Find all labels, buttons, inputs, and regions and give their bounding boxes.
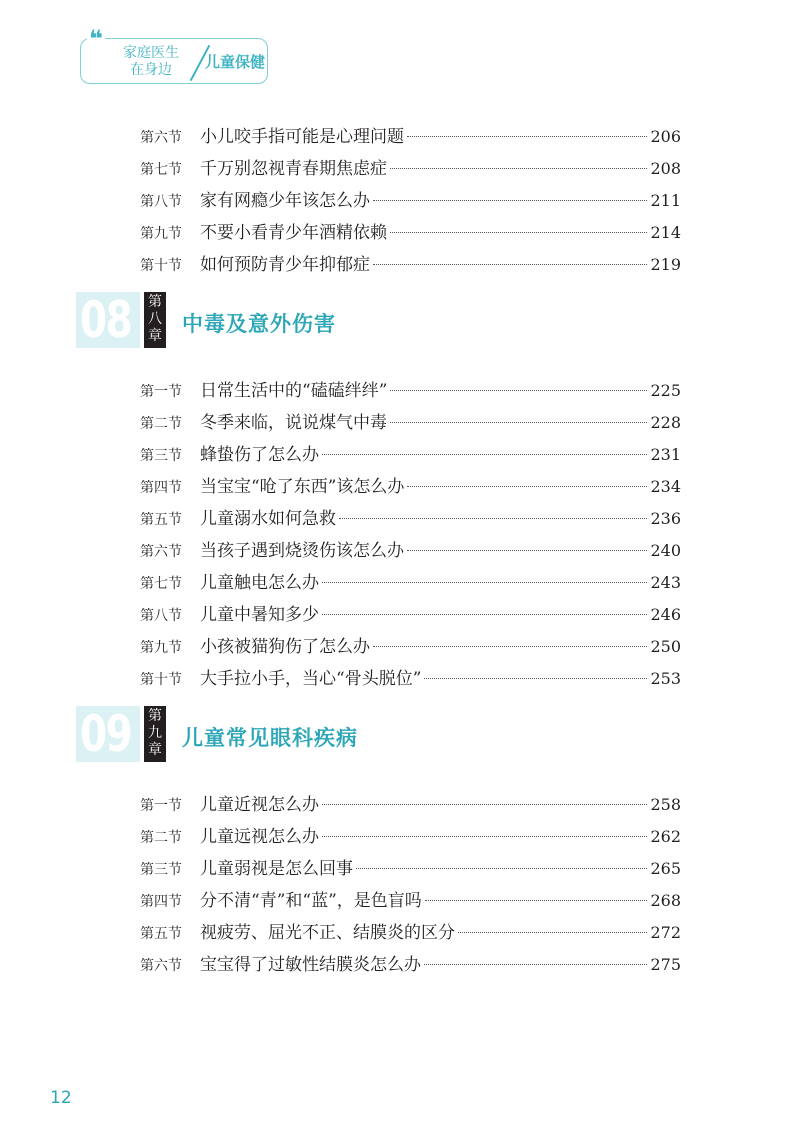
dot-leader <box>390 390 647 391</box>
section-title: 小孩被猫狗伤了怎么办 <box>200 637 370 657</box>
page-ref: 234 <box>650 477 681 496</box>
toc-entry[interactable] <box>140 190 681 212</box>
toc-entry[interactable] <box>140 158 681 180</box>
section-label: 第三节 <box>140 448 182 464</box>
section-title: 儿童弱视是怎么回事 <box>200 859 353 879</box>
page-ref: 275 <box>650 955 681 974</box>
page-ref: 253 <box>650 669 681 688</box>
section-label: 第七节 <box>140 576 182 592</box>
section-label: 第六节 <box>140 958 182 974</box>
dot-leader <box>407 486 647 487</box>
chapter-number-block <box>76 292 140 348</box>
chapter-label-box <box>144 706 166 762</box>
toc-entry[interactable] <box>140 380 681 402</box>
series-name-line2: 在身边 <box>130 62 172 78</box>
section-title: 儿童中暑知多少 <box>200 605 319 625</box>
toc-entry[interactable] <box>140 126 681 148</box>
section-title: 宝宝得了过敏性结膜炎怎么办 <box>200 955 421 975</box>
chapter-number-block <box>76 706 140 762</box>
series-name-line1: 家庭医生 <box>123 45 179 61</box>
page-ref: 208 <box>650 159 681 178</box>
book-name: 儿童保健 <box>205 53 266 71</box>
section-title: 蜂蛰伤了怎么办 <box>200 445 319 465</box>
page-ref: 240 <box>650 541 681 560</box>
section-label: 第四节 <box>140 894 182 910</box>
section-label: 第三节 <box>140 862 182 878</box>
section-title: 千万别忽视青春期焦虑症 <box>200 159 387 179</box>
toc-entry[interactable] <box>140 476 681 498</box>
toc-entry[interactable] <box>140 922 681 944</box>
page-ref: 214 <box>650 223 681 242</box>
toc-entry[interactable] <box>140 508 681 530</box>
chapter-heading-8[interactable] <box>76 292 676 348</box>
page-ref: 243 <box>650 573 681 592</box>
page-ref: 219 <box>650 255 681 274</box>
toc-entry[interactable] <box>140 858 681 880</box>
toc-entry[interactable] <box>140 636 681 658</box>
page-ref: 236 <box>650 509 681 528</box>
toc-entry[interactable] <box>140 794 681 816</box>
chapter-number: 08 <box>80 291 132 349</box>
section-title: 儿童触电怎么办 <box>200 573 319 593</box>
dot-leader <box>407 136 647 137</box>
dot-leader <box>458 932 647 933</box>
series-header-tab <box>80 25 268 84</box>
chapter-title: 儿童常见眼科疾病 <box>182 726 358 750</box>
quote-icon: ❝ <box>89 25 104 53</box>
section-title: 当孩子遇到烧烫伤该怎么办 <box>200 541 404 561</box>
section-label: 第十节 <box>140 258 182 274</box>
page-ref: 272 <box>650 923 681 942</box>
page-ref: 206 <box>650 127 681 146</box>
chapter-heading-9[interactable] <box>76 706 676 762</box>
section-label: 第五节 <box>140 926 182 942</box>
dot-leader <box>373 646 647 647</box>
page-ref: 231 <box>650 445 681 464</box>
page-ref: 228 <box>650 413 681 432</box>
page-ref: 225 <box>650 381 681 400</box>
section-label: 第四节 <box>140 480 182 496</box>
section-label: 第六节 <box>140 130 182 146</box>
section-label: 第七节 <box>140 162 182 178</box>
section-label: 第八节 <box>140 608 182 624</box>
section-title: 儿童溺水如何急救 <box>200 509 336 529</box>
section-title: 家有网瘾少年该怎么办 <box>200 191 370 211</box>
page-ref: 211 <box>650 191 681 210</box>
toc-entry[interactable] <box>140 954 681 976</box>
dot-leader <box>339 518 647 519</box>
section-title: 小儿咬手指可能是心理问题 <box>200 127 404 147</box>
page-ref: 268 <box>650 891 681 910</box>
chapter-label-char: 第 <box>148 294 162 310</box>
dot-leader <box>322 804 647 805</box>
toc-entry[interactable] <box>140 444 681 466</box>
dot-leader <box>390 168 647 169</box>
section-title: 儿童远视怎么办 <box>200 827 319 847</box>
toc-entry[interactable] <box>140 826 681 848</box>
section-label: 第十节 <box>140 672 182 688</box>
chapter-label-box <box>144 292 166 348</box>
section-title: 大手拉小手，当心“骨头脱位” <box>200 669 422 689</box>
chapter-label-char: 章 <box>148 328 162 344</box>
chapter-title: 中毒及意外伤害 <box>182 312 336 336</box>
toc-entry[interactable] <box>140 222 681 244</box>
page-ref: 246 <box>650 605 681 624</box>
dot-leader <box>356 868 647 869</box>
dot-leader <box>373 264 647 265</box>
chapter-label-char: 第 <box>148 708 162 724</box>
dot-leader <box>424 964 647 965</box>
section-label: 第一节 <box>140 798 182 814</box>
section-label: 第五节 <box>140 512 182 528</box>
page-number: 12 <box>50 1088 72 1108</box>
page-ref: 262 <box>650 827 681 846</box>
section-label: 第一节 <box>140 384 182 400</box>
toc-entry[interactable] <box>140 254 681 276</box>
chapter-number: 09 <box>80 705 132 763</box>
dot-leader <box>390 422 647 423</box>
section-title: 儿童近视怎么办 <box>200 795 319 815</box>
toc-entry[interactable] <box>140 412 681 434</box>
dot-leader <box>322 614 647 615</box>
section-title: 冬季来临，说说煤气中毒 <box>200 413 387 433</box>
dot-leader <box>322 836 647 837</box>
section-title: 日常生活中的“磕磕绊绊” <box>200 381 388 401</box>
section-title: 不要小看青少年酒精依赖 <box>200 223 387 243</box>
chapter-label-char: 八 <box>148 311 162 327</box>
dot-leader <box>322 454 647 455</box>
section-label: 第八节 <box>140 194 182 210</box>
section-title: 如何预防青少年抑郁症 <box>200 255 370 275</box>
page-ref: 265 <box>650 859 681 878</box>
section-title: 分不清“青”和“蓝”，是色盲吗 <box>200 891 422 911</box>
dot-leader <box>407 550 647 551</box>
chapter-label-char: 章 <box>148 742 162 758</box>
page-ref: 250 <box>650 637 681 656</box>
series-name <box>105 45 197 79</box>
dot-leader <box>425 900 648 901</box>
toc-entry[interactable] <box>140 890 681 912</box>
section-label: 第二节 <box>140 830 182 846</box>
section-label: 第九节 <box>140 640 182 656</box>
chapter-label-char: 九 <box>148 725 162 741</box>
toc-entry[interactable] <box>140 604 681 626</box>
section-title: 视疲劳、屈光不正、结膜炎的区分 <box>200 923 455 943</box>
toc-entry[interactable] <box>140 540 681 562</box>
dot-leader <box>373 200 647 201</box>
section-label: 第二节 <box>140 416 182 432</box>
section-label: 第九节 <box>140 226 182 242</box>
dot-leader <box>424 678 647 679</box>
section-label: 第六节 <box>140 544 182 560</box>
section-title: 当宝宝“呛了东西”该怎么办 <box>200 477 405 497</box>
page-ref: 258 <box>650 795 681 814</box>
toc-entry[interactable] <box>140 668 681 690</box>
dot-leader <box>390 232 647 233</box>
toc-entry[interactable] <box>140 572 681 594</box>
dot-leader <box>322 582 647 583</box>
